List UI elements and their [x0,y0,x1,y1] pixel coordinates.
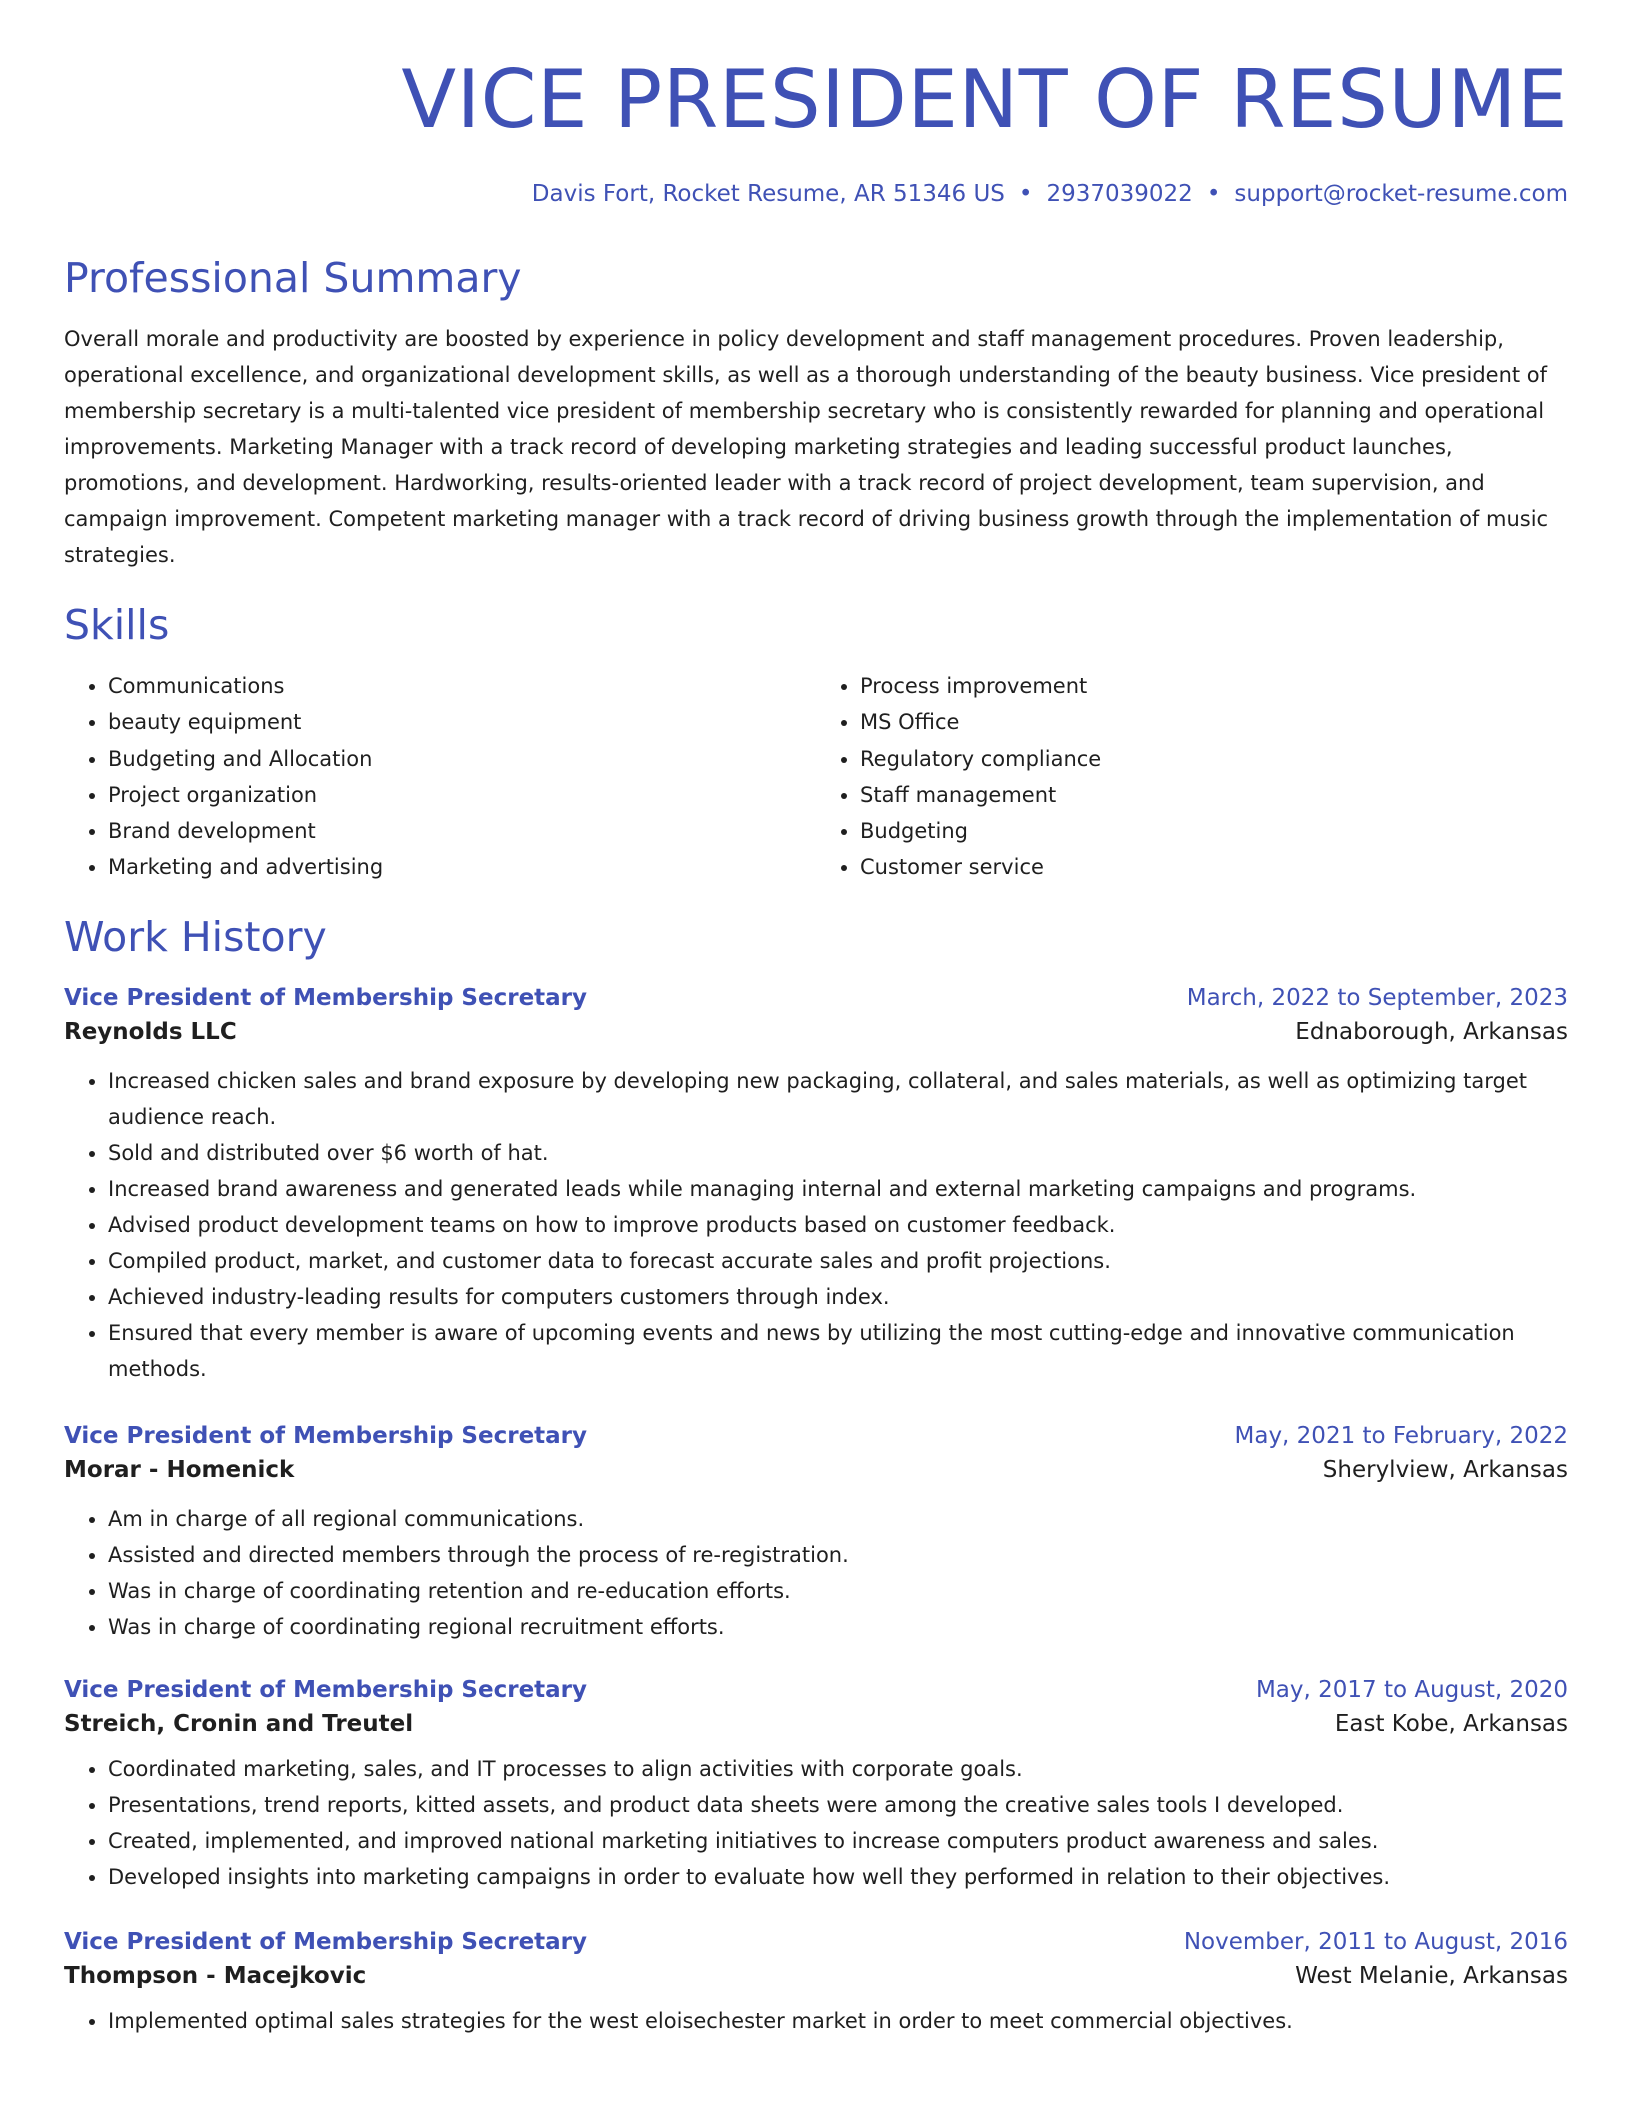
job-bullet: • Sold and distributed over $6 worth of hat. [108,1135,1568,1171]
job-company-row [64,1019,1568,1045]
job-dates: November, 2011 to August, 2016 [1183,1928,1568,1955]
job-bullet: • Coordinated marketing, sales, and IT processes to align activities with corporate goals. [108,1751,1568,1787]
contact-line [64,180,1568,210]
work-history-heading: Work History [64,913,327,962]
job-company: Morar - Homenick [64,1456,295,1483]
job-company-row [64,1963,1568,1989]
job-title: Vice President of Membership Secretary [64,1676,588,1703]
skill-item: • Communications [108,668,816,704]
skill-item: • Project organization [108,777,816,813]
job-company: Thompson - Macejkovic [64,1962,367,1989]
job-entry [64,1929,1568,2039]
job-bullet: • Was in charge of coordinating regional recruitment efforts. [108,1609,1568,1645]
contact-separator: • [1206,181,1221,207]
skill-item: • Customer service [860,849,1568,885]
resume-title: VICE PRESIDENT OF RESUME [401,53,1568,146]
contact-address: Davis Fort, Rocket Resume, AR 51346 US [531,181,1005,207]
skill-item: • Budgeting [860,813,1568,849]
job-bullet: • Advised product development teams on how to improve products based on customer feedback. [108,1207,1568,1243]
contact-phone: 2937039022 [1046,181,1193,207]
job-bullet: • Presentations, trend reports, kitted assets, and product data sheets were among the creative sales tools I developed. [108,1787,1568,1823]
job-entry [64,1423,1568,1645]
job-location: Sherylview, Arkansas [1322,1456,1568,1483]
job-location: West Melanie, Arkansas [1295,1962,1568,1989]
skill-item: • Process improvement [860,668,1568,704]
job-title: Vice President of Membership Secretary [64,1928,588,1955]
skills-grid [64,668,1568,885]
job-header-row [64,1929,1568,1955]
job-bullet: • Assisted and directed members through the process of re-registration. [108,1537,1568,1573]
skill-item: • Brand development [108,813,816,849]
job-bullet: • Created, implemented, and improved national marketing initiatives to increase computers product awareness and sales. [108,1823,1568,1859]
job-dates: May, 2021 to February, 2022 [1234,1422,1568,1449]
summary-heading: Professional Summary [64,253,522,302]
job-company-row [64,1711,1568,1737]
job-bullet: • Compiled product, market, and customer data to forecast accurate sales and profit projections. [108,1243,1568,1279]
job-company: Streich, Cronin and Treutel [64,1710,414,1737]
job-header-row [64,1423,1568,1449]
contact-email: support@rocket-resume.com [1234,181,1568,207]
job-bullets [64,2003,1568,2039]
skill-item: • Budgeting and Allocation [108,741,816,777]
skill-item: • beauty equipment [108,704,816,740]
skills-column-right [816,668,1568,885]
job-bullet: • Implemented optimal sales strategies for the west eloisechester market in order to meet commercial objectives. [108,2003,1568,2039]
job-dates: March, 2022 to September, 2023 [1186,984,1568,1011]
job-bullet: • Was in charge of coordinating retention and re-education efforts. [108,1573,1568,1609]
job-entry [64,985,1568,1387]
job-title: Vice President of Membership Secretary [64,984,588,1011]
job-dates: May, 2017 to August, 2020 [1255,1676,1568,1703]
job-title: Vice President of Membership Secretary [64,1422,588,1449]
skills-heading: Skills [64,601,170,650]
job-bullet: • Developed insights into marketing campaigns in order to evaluate how well they performed in relation to their objectives. [108,1859,1568,1895]
job-header-row [64,985,1568,1011]
job-bullets [64,1063,1568,1387]
job-entry [64,1677,1568,1895]
skill-item: • Marketing and advertising [108,849,816,885]
job-bullet: • Achieved industry-leading results for computers customers through index. [108,1279,1568,1315]
job-company: Reynolds LLC [64,1018,237,1045]
skill-item: • MS Office [860,704,1568,740]
job-location: Ednaborough, Arkansas [1295,1018,1568,1045]
skills-column-left [64,668,816,885]
job-bullets [64,1751,1568,1895]
job-bullet: • Am in charge of all regional communications. [108,1501,1568,1537]
job-bullet: • Increased brand awareness and generated leads while managing internal and external marketing campaigns and programs. [108,1171,1568,1207]
job-bullet: • Ensured that every member is aware of upcoming events and news by utilizing the most cutting-edge and innovative communication methods. [108,1315,1568,1387]
skill-item: • Staff management [860,777,1568,813]
job-location: East Kobe, Arkansas [1334,1710,1568,1737]
job-header-row [64,1677,1568,1703]
job-bullet: • Increased chicken sales and brand exposure by developing new packaging, collateral, and sales materials, as well as optimizing target audience reach. [108,1063,1568,1135]
summary-text: Overall morale and productivity are boosted by experience in policy development and staff management procedures. Proven leadership, operational excellence, and organizational development skills, as well as a thorough understanding of the beauty business. Vice president of membership secretary is a multi-talented vice president of membership secretary who is consistently rewarded for planning and operational improvements. Marketing Manager with a track record of developing marketing strategies and leading successful product launches, promotions, and development. Hardworking, results-oriented leader with a track record of project development, team supervision, and campaign improvement. Competent marketing manager with a track record of driving business growth through the implementation of music strategies. [64,327,1549,568]
skill-item: • Regulatory compliance [860,741,1568,777]
job-company-row [64,1457,1568,1483]
contact-separator: • [1018,181,1033,207]
job-bullets [64,1501,1568,1645]
resume-page [64,0,1568,2039]
